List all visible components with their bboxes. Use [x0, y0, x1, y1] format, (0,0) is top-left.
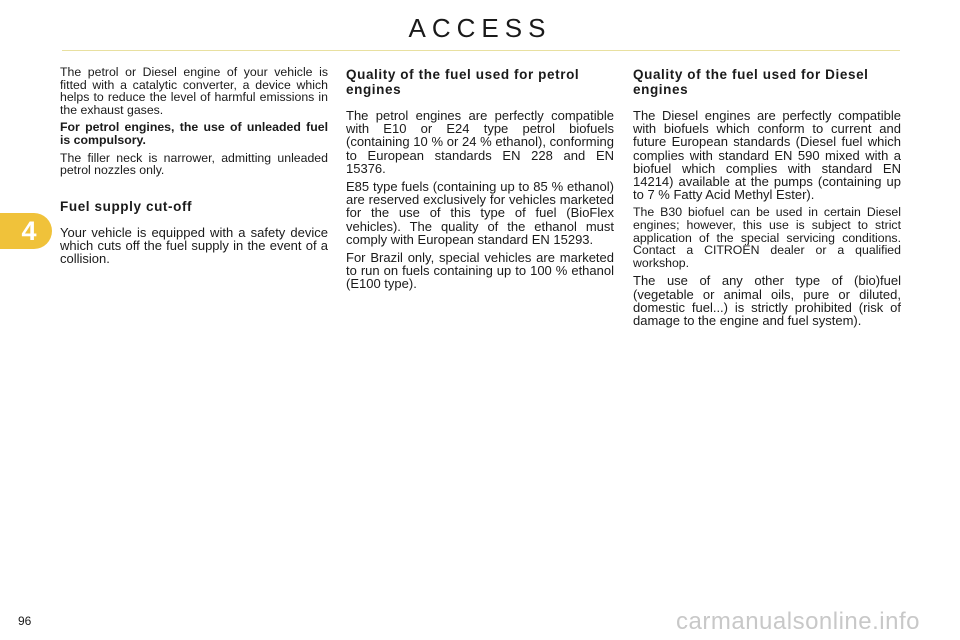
diesel-paragraph-1: The Diesel engines are perfectly compatible with biofuels which conform to current and future European standards (Diesel fuel which complies with standard EN 590 mixed with a biofuel which complies with standard EN 14214) available at the pumps (containing up to 7 % Fatty Acid Methyl Ester). [633, 108, 901, 203]
intro-paragraph: The petrol or Diesel engine of your vehicle is fitted with a catalytic converter, a device which helps to reduce the level of harmful emissions in the exhaust gases. [60, 65, 328, 117]
page-title: ACCESS [408, 13, 552, 43]
section-heading-diesel: Quality of the fuel used for Diesel engines [633, 67, 869, 97]
chapter-tab [0, 213, 52, 249]
page-number: 96 [18, 614, 32, 628]
column-intro [60, 66, 328, 270]
cutoff-paragraph: Your vehicle is equipped with a safety device which cuts off the fuel supply in the event of a collision. [60, 224, 328, 267]
petrol-paragraph-2: E85 type fuels (containing up to 85 % ethanol) are reserved exclusively for vehicles marketed for the use of this type of fuel (BioFlex vehicles). The quality of the ethanol must comply with European standard EN 15293. [346, 179, 614, 247]
diesel-paragraph-3: The use of any other type of (bio)fuel (vegetable or animal oils, pure or diluted, domestic fuel...) is strictly prohibited (risk of damage to the engine and fuel system). [633, 273, 901, 328]
column-petrol [346, 66, 614, 296]
diesel-paragraph-2: The B30 biofuel can be used in certain Diesel engines; however, this use is subject to strict application of the special servicing conditions. Contact a CITROËN dealer or a qualified workshop. [633, 205, 901, 270]
filler-neck-paragraph: The filler neck is narrower, admitting unleaded petrol nozzles only. [60, 150, 328, 178]
section-heading-petrol: Quality of the fuel used for petrol engines [346, 67, 580, 97]
petrol-paragraph-1: The petrol engines are perfectly compatible with E10 or E24 type petrol biofuels (containing 10 % or 24 % ethanol), conforming to European standards EN 228 and EN 15376. [346, 108, 614, 176]
watermark: carmanualsonline.info [676, 608, 920, 635]
petrol-paragraph-3: For Brazil only, special vehicles are marketed to run on fuels containing up to 100 % ethanol (E100 type). [346, 250, 614, 292]
section-heading-cutoff: Fuel supply cut-off [60, 198, 193, 214]
unleaded-notice: For petrol engines, the use of unleaded fuel is compulsory. [60, 120, 328, 147]
title-divider [62, 50, 900, 51]
column-diesel [633, 66, 901, 332]
chapter-number: 4 [21, 215, 37, 246]
